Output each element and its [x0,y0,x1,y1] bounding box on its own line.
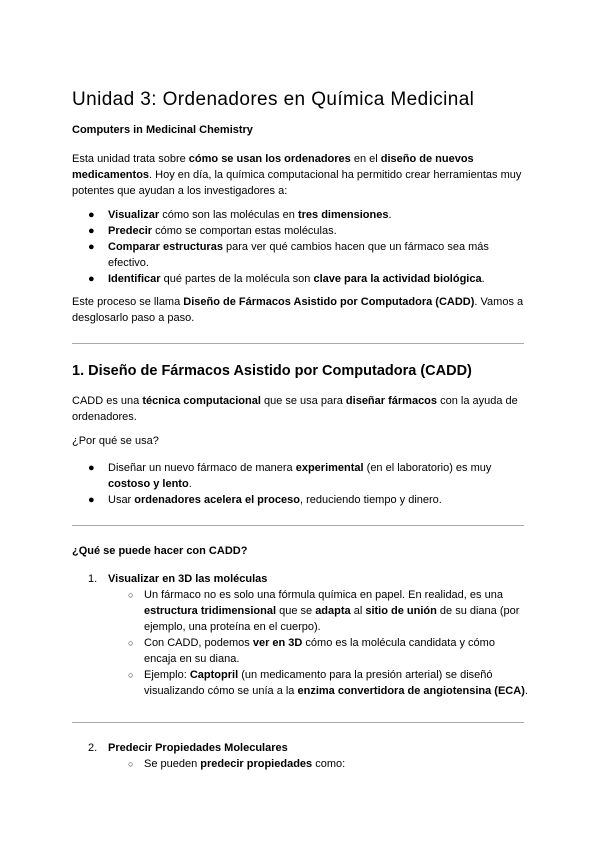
sub-list-item: ○ Con CADD, podemos ver en 3D cómo es la molécula candidata y cómo encaja en su diana. [128,637,495,665]
intro-bullet-list [72,207,528,287]
section1-question: ¿Por qué se usa? [72,435,159,447]
page-subtitle: Computers in Medicinal Chemistry [72,124,253,136]
horizontal-rule [72,343,524,344]
numbered-list [72,740,528,772]
list-item: ● Identificar qué partes de la molécula son clave para la actividad biológica. [88,273,485,285]
section-heading: 1. Diseño de Fármacos Asistido por Computadora (CADD) [72,363,472,379]
cadd-intro-paragraph: Este proceso se llama Diseño de Fármacos Asistido por Computadora (CADD). Vamos a desglosarlo paso a paso. [72,296,524,324]
intro-paragraph: Esta unidad trata sobre cómo se usan los ordenadores en el diseño de nuevos medicamentos. Hoy en día, la química computacional ha permitido crear herramientas muy potentes que ayudan a los investigadores a: [72,153,522,197]
numbered-item-visualize: 1. Visualizar en 3D las moléculas ○ Un fármaco no es solo una fórmula química en papel. En realidad, es una estructura tridimensional que se adapta al sitio de unión de su diana (por ejemplo, una proteína en el cuerpo). ○ Con CADD, podemos ver en 3D cómo es la molécula candidata y cómo encaja en su diana. ○ Ejemplo: Captopril (un medicamento para la presión arterial) se diseñó visualizando cómo se unía a la enzima convertidora de angiotensina (ECA). [72,571,528,699]
list-item: ● Visualizar cómo son las moléculas en tres dimensiones. [88,209,392,221]
sub-list [108,587,528,699]
horizontal-rule [72,525,524,526]
sub-list-item: ○ Un fármaco no es solo una fórmula química en papel. En realidad, es una estructura tridimensional que se adapta al sitio de unión de su diana (por ejemplo, una proteína en el cuerpo). [128,589,520,633]
list-item: ● Predecir cómo se comportan estas moléculas. [88,225,337,237]
list-item: ● Diseñar un nuevo fármaco de manera experimental (en el laboratorio) es muy costoso y lento. [88,462,492,490]
section1-bullet-list [72,460,528,508]
list-item: ● Comparar estructuras para ver qué cambios hacen que un fármaco sea más efectivo. [88,241,489,269]
list-item: ● Usar ordenadores acelera el proceso, reduciendo tiempo y dinero. [88,494,442,506]
sub-list [108,756,528,772]
horizontal-rule [72,722,524,723]
sub-list-item: ○ Se pueden predecir propiedades como: [128,758,346,770]
page-title: Unidad 3: Ordenadores en Química Medicinal [72,89,475,110]
numbered-item-predict: 2. Predecir Propiedades Moleculares ○ Se pueden predecir propiedades como: [72,740,528,772]
numbered-list [72,571,528,699]
sub-list-item: ○ Ejemplo: Captopril (un medicamento para la presión arterial) se diseñó visualizando cómo se unía a la enzima convertidora de angiotensina (ECA). [128,669,528,697]
section1-paragraph: CADD es una técnica computacional que se usa para diseñar fármacos con la ayuda de ordenadores. [72,395,518,423]
section2-heading: ¿Qué se puede hacer con CADD? [72,545,248,557]
